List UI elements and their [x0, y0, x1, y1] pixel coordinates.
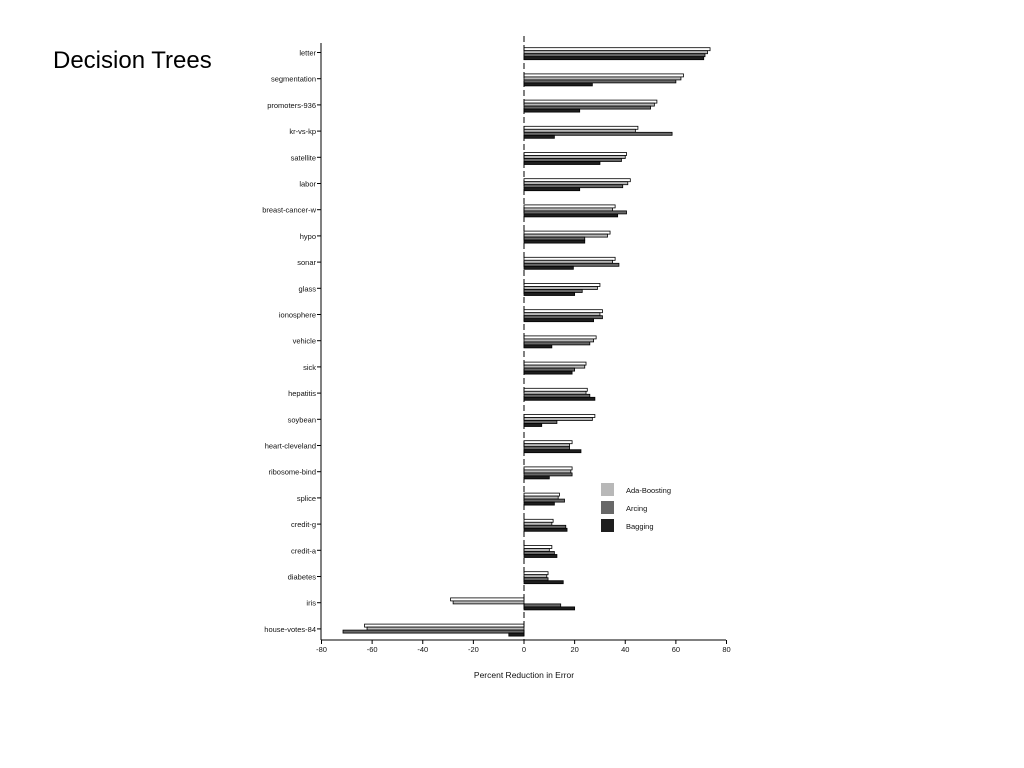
bar-segmentation-1 — [524, 74, 683, 77]
bar-credit-g-4 — [524, 528, 567, 531]
bar-glass-3 — [524, 290, 582, 293]
y-tick-label: splice — [296, 493, 316, 503]
bar-kr-vs-kp-3 — [524, 132, 672, 135]
bar-hepatitis-4 — [524, 397, 595, 400]
bar-sonar-1 — [524, 257, 615, 260]
legend-label-2: Arcing — [626, 504, 648, 513]
bar-sonar-4 — [524, 266, 573, 269]
y-tick-label: labor — [299, 179, 316, 189]
x-axis-label: Percent Reduction in Error — [473, 670, 575, 680]
bar-segmentation-4 — [524, 83, 592, 86]
bar-ribosome-bind-2 — [524, 470, 571, 473]
y-tick-label: ionosphere — [278, 310, 316, 320]
legend-swatch-2 — [601, 501, 614, 514]
bar-house-votes-84-3 — [343, 630, 524, 633]
y-tick-label: breast-cancer-w — [262, 205, 316, 215]
y-tick-label: sonar — [297, 258, 316, 268]
y-tick-label: kr-vs-kp — [289, 127, 316, 137]
bar-iris-1 — [451, 598, 524, 601]
y-tick-label: ribosome-bind — [268, 467, 316, 477]
bar-promoters-936-3 — [524, 106, 651, 109]
bar-labor-2 — [524, 182, 628, 185]
bar-sick-3 — [524, 368, 575, 371]
bar-iris-2 — [453, 601, 524, 604]
bar-heart-cleveland-1 — [524, 441, 572, 444]
x-tick-label: 20 — [570, 645, 579, 654]
bar-ionosphere-1 — [524, 310, 602, 313]
x-tick-label: 60 — [671, 645, 681, 654]
bar-kr-vs-kp-1 — [524, 126, 638, 129]
x-tick-label: 40 — [621, 645, 630, 654]
y-tick-label: hepatitis — [288, 389, 316, 399]
bar-vehicle-3 — [524, 342, 590, 345]
bar-letter-2 — [524, 51, 708, 54]
legend-swatch-3 — [601, 519, 614, 532]
bar-soybean-1 — [524, 415, 595, 418]
bar-letter-4 — [524, 57, 704, 60]
bar-sick-4 — [524, 371, 572, 374]
bar-ionosphere-2 — [524, 313, 600, 316]
bar-house-votes-84-2 — [367, 627, 524, 630]
bar-credit-a-1 — [524, 546, 552, 549]
bar-hypo-3 — [524, 237, 585, 240]
bar-credit-a-2 — [524, 549, 549, 552]
bar-iris-3 — [524, 604, 561, 607]
bar-kr-vs-kp-4 — [524, 135, 554, 138]
bar-glass-2 — [524, 287, 597, 290]
bar-breast-cancer-w-2 — [524, 208, 613, 211]
x-tick-label: -20 — [467, 645, 479, 654]
bar-credit-g-1 — [524, 519, 553, 522]
bar-hypo-1 — [524, 231, 610, 234]
bar-hepatitis-2 — [524, 391, 586, 394]
slide-title: Decision Trees — [53, 47, 212, 74]
bar-credit-a-3 — [524, 552, 554, 555]
bar-satellite-2 — [524, 156, 625, 159]
bar-diabetes-3 — [524, 578, 548, 581]
bar-labor-3 — [524, 185, 623, 188]
bar-ribosome-bind-4 — [524, 476, 549, 479]
bar-sick-2 — [524, 365, 585, 368]
bar-vehicle-4 — [524, 345, 552, 348]
y-tick-label: sick — [303, 362, 316, 372]
bar-ionosphere-3 — [524, 316, 602, 319]
bars-layer — [343, 48, 710, 636]
bar-glass-4 — [524, 293, 575, 296]
bar-breast-cancer-w-3 — [524, 211, 627, 214]
bar-credit-g-3 — [524, 525, 566, 528]
bar-breast-cancer-w-1 — [524, 205, 615, 208]
bar-heart-cleveland-2 — [524, 444, 570, 447]
chart-legend — [601, 483, 671, 532]
bar-letter-3 — [524, 54, 705, 57]
bar-ribosome-bind-1 — [524, 467, 572, 470]
y-tick-label: credit-a — [290, 546, 316, 556]
bar-ribosome-bind-3 — [524, 473, 572, 476]
bar-segmentation-3 — [524, 80, 676, 83]
x-tick-label: -80 — [316, 645, 327, 654]
bar-splice-4 — [524, 502, 554, 505]
y-tick-label: iris — [306, 598, 316, 608]
y-tick-label: credit-g — [290, 520, 316, 530]
bar-vehicle-1 — [524, 336, 596, 339]
x-tick-label: 0 — [521, 645, 527, 654]
bar-diabetes-2 — [524, 575, 547, 578]
bar-sick-1 — [524, 362, 586, 365]
bar-vehicle-2 — [524, 339, 594, 342]
bar-splice-2 — [524, 496, 558, 499]
legend-swatch-1 — [601, 483, 614, 496]
bar-hepatitis-3 — [524, 394, 590, 397]
bar-credit-g-2 — [524, 522, 552, 525]
bar-ionosphere-4 — [524, 319, 594, 322]
bar-satellite-4 — [524, 162, 600, 165]
bar-splice-1 — [524, 493, 559, 496]
x-tick-label: -60 — [366, 645, 378, 654]
bar-heart-cleveland-3 — [524, 447, 570, 450]
y-tick-label: segmentation — [270, 74, 316, 84]
bar-labor-1 — [524, 179, 630, 182]
bar-hepatitis-1 — [524, 388, 587, 391]
bar-soybean-4 — [524, 424, 542, 427]
bar-house-votes-84-1 — [365, 624, 524, 627]
y-tick-label: soybean — [287, 415, 316, 425]
y-tick-label: promoters-936 — [267, 100, 316, 110]
y-tick-label: vehicle — [292, 336, 316, 346]
bar-breast-cancer-w-4 — [524, 214, 618, 217]
bar-hypo-2 — [524, 234, 608, 237]
bar-credit-a-4 — [524, 555, 557, 558]
legend-label-1: Ada-Boosting — [626, 486, 672, 495]
y-tick-label: hypo — [299, 231, 316, 241]
y-tick-label: diabetes — [287, 572, 316, 582]
bar-diabetes-4 — [524, 581, 563, 584]
bar-letter-1 — [524, 48, 710, 51]
bar-segmentation-2 — [524, 77, 681, 80]
y-tick-label: satellite — [290, 153, 316, 163]
bar-iris-4 — [524, 607, 575, 610]
bar-soybean-2 — [524, 418, 592, 421]
bar-glass-1 — [524, 284, 600, 287]
bar-diabetes-1 — [524, 572, 548, 575]
bar-splice-3 — [524, 499, 565, 502]
bar-sonar-2 — [524, 260, 613, 263]
bar-soybean-3 — [524, 421, 557, 424]
bar-satellite-3 — [524, 159, 621, 162]
axes-layer — [262, 36, 730, 654]
y-tick-label: letter — [299, 48, 316, 58]
bar-promoters-936-4 — [524, 109, 580, 112]
bar-house-votes-84-4 — [509, 633, 524, 636]
bar-sonar-3 — [524, 263, 619, 266]
x-tick-label: -40 — [417, 645, 429, 654]
bar-heart-cleveland-4 — [524, 450, 581, 453]
y-tick-label: glass — [298, 284, 316, 294]
bar-labor-4 — [524, 188, 580, 191]
bar-hypo-4 — [524, 240, 585, 243]
y-tick-label: house-votes-84 — [264, 624, 316, 634]
legend-label-3: Bagging — [626, 522, 654, 531]
bar-promoters-936-2 — [524, 103, 654, 106]
x-tick-label: 80 — [722, 645, 731, 654]
bar-satellite-1 — [524, 153, 627, 156]
y-tick-label: heart-cleveland — [264, 441, 316, 451]
bar-kr-vs-kp-2 — [524, 129, 635, 132]
bar-promoters-936-1 — [524, 100, 657, 103]
